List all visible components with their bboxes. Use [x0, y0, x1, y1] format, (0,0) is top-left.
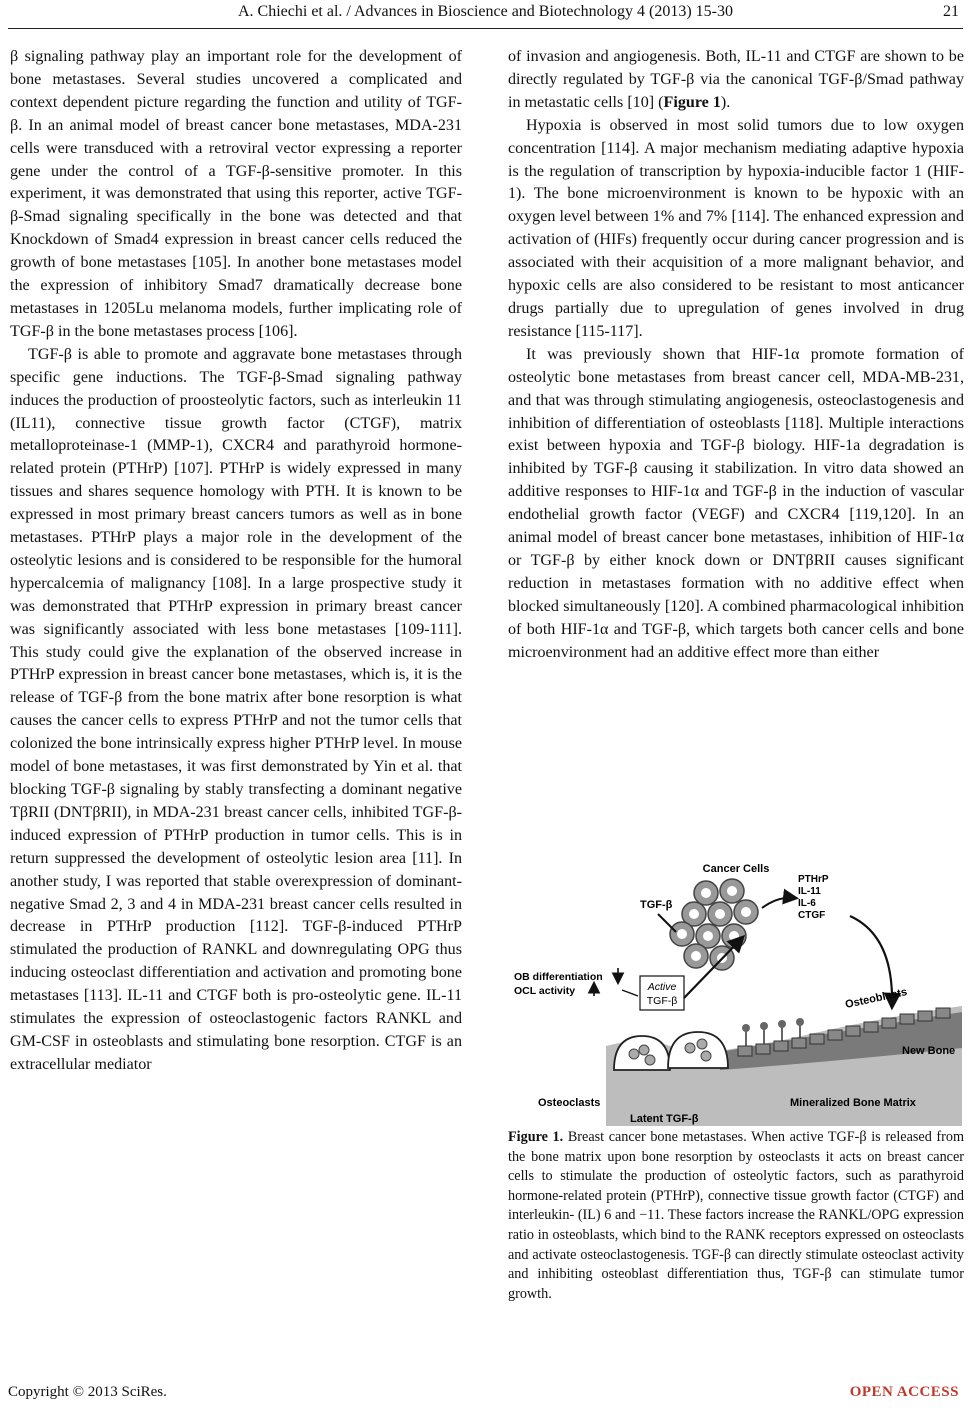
right-paragraph-2: Hypoxia is observed in most solid tumors due to low oxygen concentration [114]. A major mechanism mediating adaptive hypoxia is the regulation of transcription by hypoxia-inducible factor 1 (HIF-1). The bone microenvironment is known to be hypoxic with an oxygen level between 1% and 7% [114]. The enhanced expression and activation of (HIFs) frequently occur during cancer progression and is associated with their acquisition of a more malignant behavior, and hypoxic cells are also considered to be resistant to most anticancer drugs partially due to upregulation of genes involved in drug resistance [115-117]. [508, 116, 964, 340]
figure-1-link[interactable]: Figure 1 [663, 93, 721, 111]
open-access-badge: OPEN ACCESS [849, 1384, 959, 1400]
tgfb-label: TGF-β [640, 899, 673, 911]
factor-pthrp: PTHrP [798, 874, 829, 885]
factor-il11: IL-11 [798, 886, 821, 897]
cancer-cells-label: Cancer Cells [702, 863, 770, 875]
header-rule [8, 28, 963, 29]
factor-ctgf: CTGF [798, 910, 826, 921]
left-paragraph-1: β signaling pathway play an important role for the development of bone metastases. Several studies uncovered a complicated and context dependent picture regarding the function and utility of TGF-β. In an animal model of breast cancer bone metastases, MDA-231 cells were transduced with a retroviral vector expressing a reporter gene under the control of a TGF-β-sensitive promoter. In this experiment, it was demonstrated that using this reporter, active TGF-β-Smad signaling specifically in the bone was detected and that Knockdown of Smad4 expression in breast cancer cells reduced the growth of bone metastases [105]. In another bone metastases model the expression of inhibitory Smad7 dramatically decrease bone metastases in 1205Lu melanoma models, further implicating role of TGF-β in the bone metastases process [106]. [10, 48, 462, 340]
factor-il6: IL-6 [798, 898, 816, 909]
tgfb-arrow [658, 914, 676, 932]
cancer-cells-icon [670, 879, 758, 970]
right-column [508, 46, 964, 664]
factor-arrow [762, 898, 795, 908]
page-header [0, 0, 971, 34]
copyright: Copyright © 2013 SciRes. [8, 1384, 167, 1400]
osteoclast-cells [614, 1032, 728, 1070]
right-paragraph-3: It was previously shown that HIF-1α promote formation of osteolytic bone metastases from breast cancer cell, MDA-MB-231, and that was through stimulating angiogenesis, osteoclastogenesis and inhibition of differentiation of osteoblasts [118]. Multiple interactions exist between hypoxia and TGF-β biology. HIF-1a degradation is inhibited by TGF-β causing it stabilization. In vitro data showed an additive responses to HIF-1α and TGF-β in the induction of vascular endothelial growth factor (VEGF) and CXCR4 [119,120]. In an animal model of breast cancer bone metastases, inhibition of HIF-1α or TGF-β by either knock down or DNTβRII causes significant reduction in metastases formation with no additive effect when blocked simultaneously [120]. A combined pharmacological inhibition of both HIF-1α and TGF-β, which targets both cancer cells and bone microenvironment had an additive effect more than either [508, 345, 964, 661]
running-title: A. Chiechi et al. / Advances in Bioscience and Biotechnology 4 (2013) 15-30 [238, 3, 733, 20]
mineralized-matrix-label: Mineralized Bone Matrix [790, 1097, 916, 1109]
figure-1 [510, 856, 962, 1126]
ocl-activity-label: OCL activity [514, 985, 576, 997]
figure-1-caption [508, 1128, 964, 1304]
active-to-ob-line [622, 990, 638, 996]
left-paragraph-2: TGF-β is able to promote and aggravate bone metastases through specific gene inductions. The TGF-β-Smad signaling pathway induces the production of proosteolytic factors, such as interleukin 11 (IL11), connective tissue growth factor (CTGF), matrix metalloproteinase-1 (MMP-1), CXCR4 and parathyroid hormone-related protein (PTHrP) [107]. PTHrP is widely expressed in many tissues and shares sequence homology with PTH. It is known to be expressed in most primary breast cancers tumors as well as in bone metastases. PTHrP plays a major role in the development of the osteolytic lesions and is considered to be responsible for the humoral hypercalcemia of malignancy [108]. In a large prospective study it was demonstrated that PTHrP expression in primary breast cancer was significantly associated with less bone metastases [109-111]. This study could give the explanation of the observed increase in PTHrP expression in breast cancer bone metastases, which is, it is the release of TGF-β from the bone matrix after bone resorption is what causes the cancer cells to express PTHrP and not the tumor cells that colonized the bone intrinsically express higher PTHrP level. In mouse model of bone metastases, it was first demonstrated by Yin et al. that blocking TGF-β signaling by stably transfecting a dominant negative TβRII (DNTβRII), in MDA-231 breast cancer cells, inhibited TGF-β-induced expression of PTHrP production in tumor cells. This is in return suppressed the development of osteolytic lesion area [11]. In another study, I was reported that stable overexpression of dominant-negative Smad 2, 3 and 4 in MDA-231 breast cancer cells resulted in decrease in PTHrP production [112]. TGF-β-induced PTHrP stimulated the production of RANKL and downregulating OPG thus inducing osteoclast differentiation and activation and promoting bone metastases [113]. IL-11 and CTGF both is pro-osteolytic gene. IL-11 stimulates the expression of osteoclastogenic factors RANKL and GM-CSF in osteoblasts and stimulating bone resorption. CTGF is an extracellular mediator [10, 345, 462, 1073]
active-label: Active [647, 981, 677, 993]
factors-list [798, 874, 829, 921]
page-number: 21 [943, 3, 959, 20]
new-bone-label: New Bone [902, 1045, 956, 1057]
caption-text: Breast cancer bone metastases. When active TGF-β is released from the bone matrix upon bone resorption by osteoclasts it acts on breast cancer cells to stimulate the production of osteolytic factors, such as parathyroid hormone-related protein (PTHrP), connective tissue growth factor (CTGF) and interleukin- (IL) 6 and −11. These factors increase the RANKL/OPG expression ratio in osteoblasts, which bind to the RANK receptors expressed on osteoclasts and activate osteoclastogenesis. TGF-β can directly stimulate osteoclast activity and inhibiting osteoblast differentiation thus, TGF-β can stimulate tumor growth. [508, 1129, 964, 1302]
page-footer [0, 1384, 971, 1414]
bone-metastasis-diagram [510, 856, 962, 1126]
ob-differentiation-label: OB differentiation [514, 971, 603, 983]
latent-tgfb-label: Latent TGF-β [630, 1113, 699, 1125]
right-paragraph-1: of invasion and angiogenesis. Both, IL-11 and CTGF are shown to be directly regulated by TGF-β via the canonical TGF-β/Smad pathway in metastatic cells [10] (Figure 1). [508, 48, 964, 111]
active-tgfb-label: TGF-β [646, 995, 678, 1007]
left-column [10, 46, 462, 1077]
osteoclasts-label: Osteoclasts [538, 1097, 601, 1109]
caption-label: Figure 1. [508, 1129, 564, 1145]
osteoblasts-label: Osteoblasts [844, 986, 909, 1011]
